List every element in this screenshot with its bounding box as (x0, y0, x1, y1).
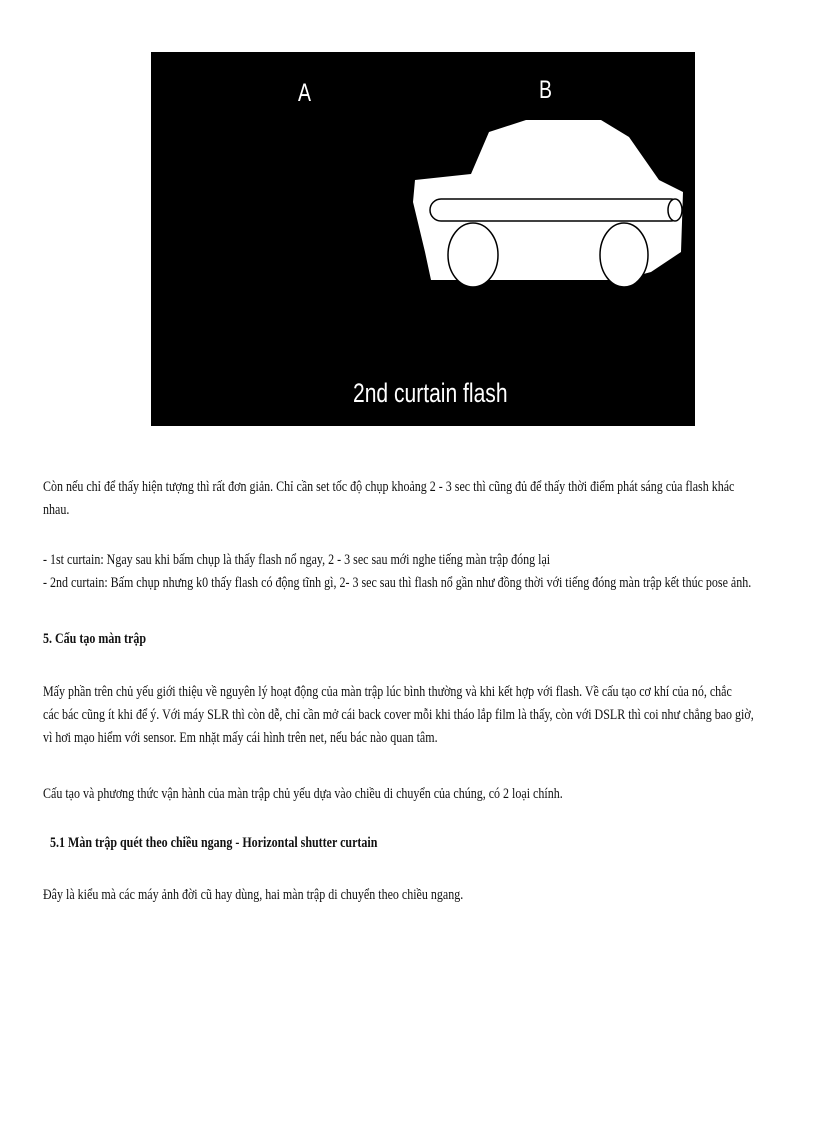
rear-wheel (600, 223, 648, 287)
paragraph-line: nhau. (43, 502, 70, 518)
car-flash-illustration (151, 52, 695, 426)
first-curtain-item: - 1st curtain: Ngay sau khi bấm chụp là thấy flash nổ ngay, 2 - 3 sec sau mới nghe tiếng màn trập đóng lại (43, 552, 551, 568)
paragraph-shutter-structure (43, 681, 754, 750)
car-drawing (151, 52, 695, 426)
front-wheel (448, 223, 498, 287)
paragraph-line: Mấy phần trên chủ yếu giới thiệu về nguyên lý hoạt động của màn trập lúc bình thường và khi kết hợp với flash. Về cấu tạo cơ khí của nó, chắc (43, 684, 732, 700)
paragraph-flash-timing (43, 476, 735, 522)
paragraph-line: các bác cũng ít khi để ý. Với máy SLR thì còn dễ, chỉ cần mở cái back cover mỗi khi tháo lắp film là thấy, còn với DSLR thì coi như chẳng bao giờ, (43, 707, 754, 723)
label-b: B (539, 76, 553, 104)
paragraph-line: Còn nếu chỉ để thấy hiện tượng thì rất đơn giản. Chỉ cần set tốc độ chụp khoảng 2 - 3 sec thì cũng đủ để thấy thời điểm phát sáng của flash khác (43, 479, 735, 495)
paragraph-shutter-types: Cấu tạo và phương thức vận hành của màn trập chủ yếu dựa vào chiều di chuyển của chúng, có 2 loại chính. (43, 786, 563, 802)
paragraph-horizontal-shutter: Đây là kiểu mà các máy ảnh đời cũ hay dùng, hai màn trập di chuyển theo chiều ngang. (43, 887, 464, 903)
label-a: A (298, 79, 312, 107)
curtain-list (43, 549, 752, 595)
section-5-heading: 5. Cấu tạo màn trập (43, 631, 147, 647)
section-5-1-heading: 5.1 Màn trập quét theo chiều ngang - Horizontal shutter curtain (50, 835, 378, 851)
paragraph-line: vì hơi mạo hiểm với sensor. Em nhặt mấy cái hình trên net, nếu bác nào quan tâm. (43, 730, 438, 746)
trail-end (668, 199, 682, 221)
second-curtain-item: - 2nd curtain: Bấm chụp nhưng k0 thấy flash có động tĩnh gì, 2- 3 sec sau thì flash nổ gần như đồng thời với tiếng đóng màn trập kết thúc pose ảnh. (43, 575, 752, 591)
light-trail (430, 199, 682, 221)
figure-caption: 2nd curtain flash (353, 378, 508, 408)
